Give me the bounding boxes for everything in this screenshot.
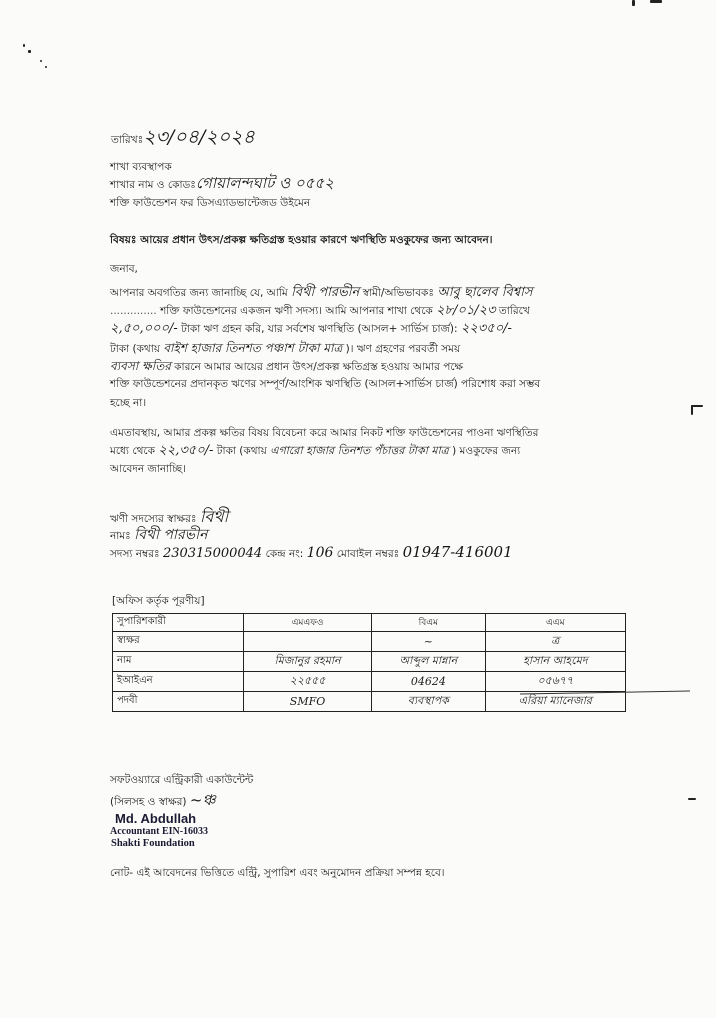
office-cell: ব্যবস্থাপক: [372, 692, 486, 712]
para1-line3: [110, 322, 512, 336]
office-row-label: স্বাক্ষর: [113, 632, 244, 652]
office-row: [113, 692, 626, 712]
office-row: [113, 672, 626, 692]
para2-text: টাকা (কথায়: [216, 445, 267, 457]
para1-line2: [110, 304, 530, 318]
office-row-label: পদবী: [113, 692, 244, 712]
office-header-cell: এএম: [485, 614, 625, 632]
office-cell: [244, 632, 372, 652]
para1-text: টাকা (কথায়: [110, 343, 160, 355]
subject-line: বিষয়ঃ আয়ের প্রধান উৎস/প্রকল্প ক্ষতিগ্রস্ত হওয়ার কারণে ঋণস্থিতি মওকুফের জন্য আবেদন।: [110, 234, 493, 246]
para2-text: মধ্যে থেকে: [110, 445, 155, 457]
para1-line5: [110, 359, 463, 374]
member-name-handwritten: বিথী পারভীন: [291, 285, 360, 300]
office-cell: মিজানুর রহমান: [244, 652, 372, 672]
accountant-stamp-title: Accountant EIN-16033: [110, 826, 209, 837]
center-value: 106: [306, 545, 334, 561]
scan-speck: [45, 66, 47, 68]
office-caption: [অফিস কর্তৃক পূরণীয়]: [112, 595, 205, 607]
office-cell: ২২৫৫৫: [244, 672, 372, 692]
office-cell: এরিয়া ম্যানেজার: [485, 692, 625, 712]
office-cell: ০৫৬৭৭: [485, 672, 625, 692]
scan-mark-margin: [688, 798, 696, 800]
accountant-stamp-org: Shakti Foundation: [111, 838, 195, 849]
para1-line7: হচ্ছে না।: [110, 397, 147, 409]
member-number-label: সদস্য নম্বরঃ: [110, 548, 160, 560]
office-cell: SMFO: [244, 692, 372, 712]
branch-value: গোয়ালন্দঘাট ও ০৫৫২: [195, 174, 334, 192]
member-name-line: [110, 528, 207, 543]
office-cell: আব্দুল মান্নান: [372, 652, 486, 672]
dotted-fill: ..............: [110, 305, 157, 317]
para1-text: )। ঋণ গ্রহণের পরবর্তী সময়: [345, 343, 461, 355]
business-handwritten: ব্যবসা ক্ষতির: [110, 359, 171, 373]
date-label: তারিখঃ: [111, 134, 144, 146]
salutation: জনাব,: [110, 263, 138, 275]
date-line: [111, 126, 255, 148]
para1-text: কারনে আমার আয়ের প্রধান উৎস/প্রকল্প ক্ষতিগ্রস্ত হওয়ায় আমার পক্ষে: [174, 361, 464, 373]
accountant-signature: ~ঞ্চ: [189, 791, 216, 809]
scan-speck: [28, 50, 31, 53]
office-cell: 04624: [372, 672, 486, 692]
scan-mark-top: [650, 0, 662, 3]
para2-line1: এমতাবস্থায়, আমার প্রকল্প ক্ষতির বিষয় বিবেচনা করে আমার নিকট শক্তি ফাউন্ডেশনের পাওনা ঋণস্থিতির: [110, 427, 539, 439]
date-value: ২৩/০৪/২০২৪: [143, 126, 255, 148]
accountant-line1: সফটওয়্যারে এন্ট্রিকারী একাউন্টেন্ট: [110, 774, 254, 786]
para1-line4: [110, 341, 460, 356]
office-row-label: ইআইএন: [113, 672, 244, 692]
waiver-amount-handwritten: ২২,৩৫০/-: [158, 443, 214, 458]
member-signature-line: [110, 507, 229, 526]
accountant-sign-label: (সিলসহ ও স্বাক্ষর): [110, 796, 187, 808]
para1-text: তারিখে: [498, 305, 530, 317]
accountant-line2: [110, 793, 216, 809]
outstanding-words-handwritten: বাইশ হাজার তিনশত পঞ্চাশ টাকা মাত্র: [163, 341, 343, 355]
para1-line6: শক্তি ফাউন্ডেশনের প্রদানকৃত ঋণের সম্পূর্ণ/আংশিক ঋণস্থিতি (আসল+সার্ভিস চার্জ) পরিশোধ করা সম্ভব: [110, 378, 541, 390]
para1-text: আপনার অবগতির জন্য জানাচ্ছি যে, আমি: [110, 287, 288, 299]
member-number-value: 230315000044: [162, 546, 263, 561]
para1-line1: [110, 286, 533, 300]
office-cell: হাসান আহমেদ: [485, 652, 625, 672]
outstanding-handwritten: ২২৩৫০/-: [460, 321, 512, 336]
member-signature: বিথী: [199, 507, 229, 526]
para2-line3: আবেদন জানাচ্ছি।: [110, 463, 186, 475]
loan-amount-handwritten: ২,৫০,০০০/-: [110, 321, 178, 336]
office-row: [113, 632, 626, 652]
scan-speck: [40, 60, 42, 62]
office-row-label: নাম: [113, 652, 244, 672]
loan-date-handwritten: ২৮/০১/২৩: [436, 303, 496, 318]
para2-line2: [110, 444, 520, 458]
branch-line: [110, 176, 334, 192]
member-number-line: [110, 545, 513, 561]
signature-label: ঋণী সদস্যের স্বাক্ষরঃ: [110, 513, 197, 525]
scan-speck: [23, 44, 25, 47]
para2-text: ) মওকুফের জন্য: [452, 445, 521, 457]
name-label: নামঃ: [110, 530, 131, 542]
footer-note: নোট- এই আবেদনের ভিত্তিতে এন্ট্রি, সুপারিশ এবং অনুমোদন প্রক্রিয়া সম্পন্ন হবে।: [110, 867, 445, 879]
office-header-cell: বিএম: [372, 614, 486, 632]
branch-label: শাখার নাম ও কোডঃ: [110, 179, 196, 191]
office-cell: ত্র: [485, 632, 625, 652]
guardian-name-handwritten: আবু ছালেব বিশ্বাস: [437, 285, 533, 300]
office-table: [112, 613, 626, 712]
organization-name: শক্তি ফাউন্ডেশন ফর ডিসএ্যাডভান্টেজড উইমেন: [110, 197, 311, 209]
office-row: [113, 652, 626, 672]
office-cell: ~: [372, 632, 486, 652]
waiver-words-handwritten: এগারো হাজার তিনশত পঁচাত্তর টাকা মাত্র: [270, 444, 449, 457]
para1-text: স্বামী/অভিভাবকঃ: [362, 287, 434, 299]
office-header-row: [113, 614, 626, 632]
scan-mark-margin: [691, 405, 703, 407]
mobile-label: মোবাইল নম্বরঃ: [336, 548, 400, 560]
scan-mark-top: [632, 0, 635, 6]
recipient-title: শাখা ব্যবস্থাপক: [110, 161, 172, 173]
para1-text: শক্তি ফাউন্ডেশনের একজন ঋণী সদস্য। আমি আপনার শাখা থেকে: [160, 305, 433, 317]
mobile-value: 01947-416001: [402, 543, 513, 561]
member-name-written: বিথী পারভীন: [134, 527, 208, 543]
office-header-cell: সুপারিশকারী: [113, 614, 244, 632]
para1-text: টাকা ঋণ গ্রহন করি, যার সর্বশেষ ঋণস্থিতি (আসল+ সার্ভিস চার্জ):: [181, 323, 458, 335]
accountant-stamp-name: Md. Abdullah: [115, 811, 197, 826]
center-label: কেন্দ্র নং:: [265, 548, 304, 560]
office-header-cell: এমএফও: [244, 614, 372, 632]
